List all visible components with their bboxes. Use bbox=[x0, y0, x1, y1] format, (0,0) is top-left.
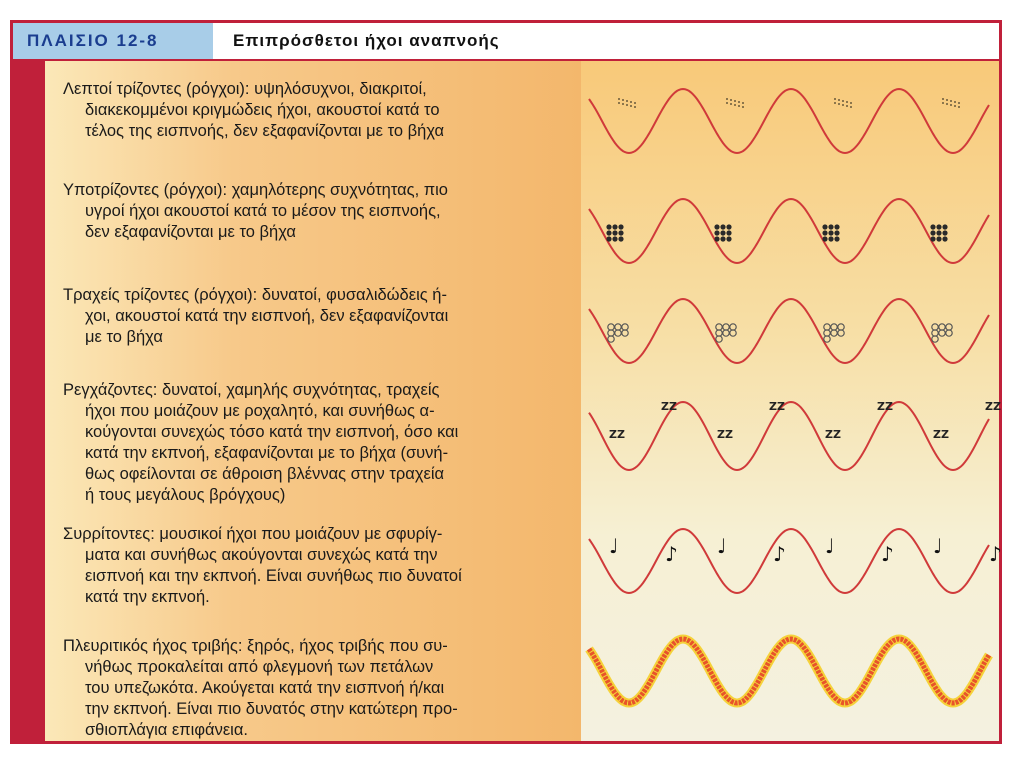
left-accent-bar bbox=[13, 61, 45, 741]
waveform-illustration bbox=[581, 61, 1002, 741]
svg-text:♩: ♩ bbox=[825, 534, 835, 558]
rhonchi-icon bbox=[589, 400, 1001, 470]
box-header bbox=[13, 23, 999, 61]
svg-text:ZZ: ZZ bbox=[609, 428, 625, 441]
item-fine-crackles bbox=[63, 79, 563, 142]
item-line: κούγονται συνεχώς τόσο κατά την εισπνοή, όσο και bbox=[85, 423, 459, 441]
svg-text:♪: ♪ bbox=[881, 542, 894, 566]
item-line: τέλος της εισπνοής, δεν εξαφανίζονται με το βήχα bbox=[85, 122, 445, 140]
item-line: σθιοπλάγια επιφάνεια. bbox=[85, 721, 248, 739]
item-line: δεν εξαφανίζονται με το βήχα bbox=[85, 223, 296, 241]
item-line: ή τους μεγάλους βρόγχους) bbox=[85, 486, 286, 504]
friction-rub-icon bbox=[589, 639, 989, 703]
svg-text:♩: ♩ bbox=[717, 534, 727, 558]
wheeze-notes-icon bbox=[589, 529, 1002, 593]
fine-crackles-icon bbox=[589, 89, 989, 153]
svg-text:♩: ♩ bbox=[609, 534, 619, 558]
svg-text:♩: ♩ bbox=[933, 534, 943, 558]
item-line: θως οφείλονται σε άθροιση βλέννας στην τραχεία bbox=[85, 465, 445, 483]
item-line: Ρεγχάζοντες: δυνατοί, χαμηλής συχνότητας, τραχείς bbox=[63, 381, 440, 399]
box-frame bbox=[10, 20, 1002, 744]
item-line: του υπεζωκότα. Ακούγεται κατά την εισπνοή ή/και bbox=[85, 679, 445, 697]
item-line: νήθως προκαλείται από φλεγμονή των πετάλων bbox=[85, 658, 434, 676]
svg-text:ZZ: ZZ bbox=[985, 400, 1001, 413]
item-line: Συρρίτοντες: μουσικοί ήχοι που μοιάζουν με σφυρίγ- bbox=[63, 525, 443, 543]
svg-text:ZZ: ZZ bbox=[717, 428, 733, 441]
item-line: διακεκομμένοι κριγμώδεις ήχοι, ακουστοί κατά το bbox=[85, 101, 440, 119]
item-rhonchi bbox=[63, 380, 563, 506]
item-line: Λεπτοί τρίζοντες (ρόγχοι): υψηλόσυχνοι, διακριτοί, bbox=[63, 80, 427, 98]
item-line: Πλευριτικός ήχος τριβής: ξηρός, ήχος τριβής που συ- bbox=[63, 637, 448, 655]
item-line: εισπνοή και την εκπνοή. Είναι συνήθως πιο δυνατοί bbox=[85, 567, 462, 585]
coarse-crackles-icon bbox=[589, 299, 989, 363]
item-line: κατά την εκπνοή. bbox=[85, 588, 210, 606]
item-line: χοι, ακουστοί κατά την εισπνοή, δεν εξαφανίζονται bbox=[85, 307, 449, 325]
medium-crackles-icon bbox=[589, 199, 989, 263]
item-line: ματα και συνήθως ακούγονται συνεχώς κατά την bbox=[85, 546, 438, 564]
svg-text:♪: ♪ bbox=[665, 542, 678, 566]
item-line: με το βήχα bbox=[85, 328, 163, 346]
box-title: Επιπρόσθετοι ήχοι αναπνοής bbox=[233, 31, 500, 50]
item-wheezes bbox=[63, 524, 563, 608]
item-pleural-rub bbox=[63, 636, 563, 741]
svg-text:♪: ♪ bbox=[773, 542, 786, 566]
item-line: υγροί ήχοι ακουστοί κατά το μέσον της εισπνοής, bbox=[85, 202, 441, 220]
box-number-label: ΠΛΑΙΣΙΟ 12-8 bbox=[13, 23, 213, 59]
item-line: κατά την εκπνοή, εξαφανίζονται με το βήχα (συνή- bbox=[85, 444, 449, 462]
waveforms-svg bbox=[589, 81, 1002, 731]
item-medium-crackles bbox=[63, 180, 563, 243]
svg-text:ZZ: ZZ bbox=[877, 400, 893, 413]
item-line: ήχοι που μοιάζουν με ροχαλητό, και συνήθως α- bbox=[85, 402, 435, 420]
item-coarse-crackles bbox=[63, 285, 563, 348]
svg-text:ZZ: ZZ bbox=[933, 428, 949, 441]
svg-text:♪: ♪ bbox=[989, 542, 1002, 566]
item-line: Υποτρίζοντες (ρόγχοι): χαμηλότερης συχνότητας, πιο bbox=[63, 181, 448, 199]
svg-text:ZZ: ZZ bbox=[769, 400, 785, 413]
svg-text:ZZ: ZZ bbox=[661, 400, 677, 413]
item-line: Τραχείς τρίζοντες (ρόγχοι): δυνατοί, φυσαλιδώδεις ή- bbox=[63, 286, 447, 304]
descriptions-panel bbox=[45, 61, 581, 741]
svg-text:ZZ: ZZ bbox=[825, 428, 841, 441]
item-line: την εκπνοή. Είναι πιο δυνατός στην κατώτερη προ- bbox=[85, 700, 458, 718]
